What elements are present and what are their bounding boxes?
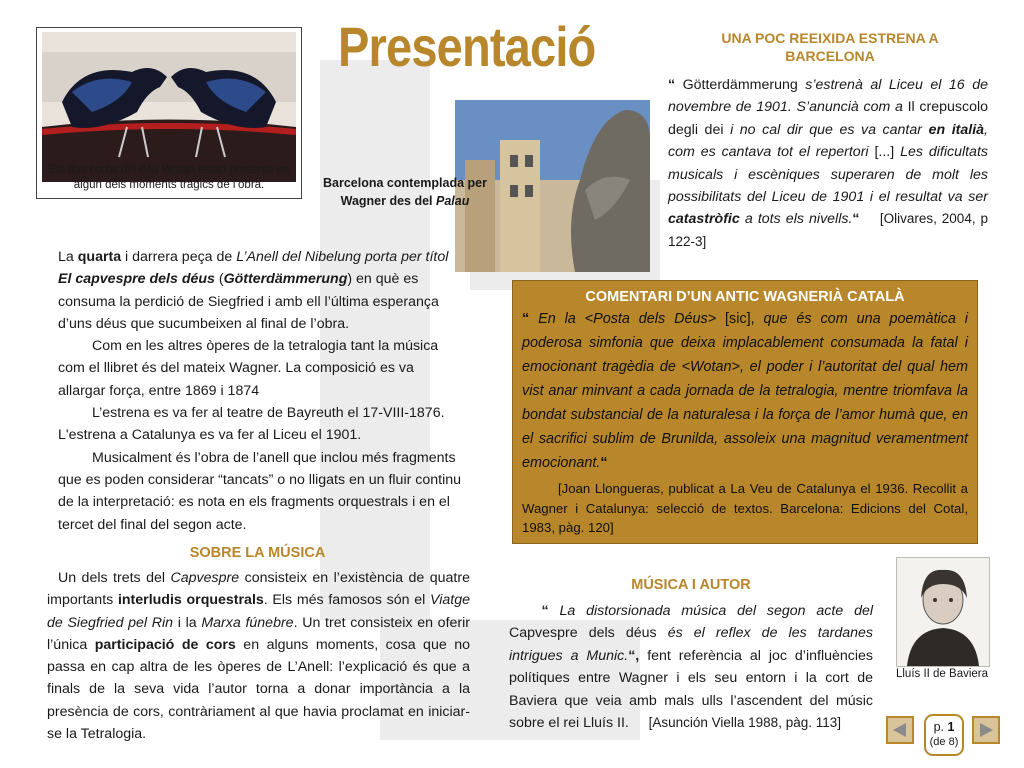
- comentari-box: [512, 280, 978, 544]
- text-span: consisteix en l’existència de quatre importants: [47, 570, 470, 609]
- intro-paragraph: L’estrena es va fer al teatre de Bayreuth el 17-VIII-1876. L'estrena a Catalunya es va fer al Liceu el 1901.: [58, 405, 445, 444]
- photo-caption-emphasis: Palau: [436, 194, 470, 208]
- text-span: (: [214, 271, 224, 288]
- text-span: . Un tret consisteix en oferir l’única: [47, 614, 470, 653]
- page-title: Presentació: [338, 15, 596, 78]
- text-span: Marxa fúnebre: [201, 614, 294, 631]
- photo-caption: [305, 174, 505, 210]
- crow-figure: [36, 27, 302, 199]
- text-span: quarta: [77, 249, 122, 265]
- arrow-right-icon: [977, 721, 995, 739]
- text-span: El capvespre dels déus: [58, 271, 215, 288]
- close-quote: “,: [628, 647, 640, 664]
- citation: [Asunción Viella 1988, pàg. 113]: [648, 715, 841, 731]
- text-span: . Els més famosos són el: [263, 592, 431, 609]
- page-navigation: [886, 714, 1002, 758]
- page-indicator: [924, 714, 964, 756]
- text-span: Capvespre: [170, 570, 240, 586]
- text-span: Capvespre dels déus: [509, 625, 668, 642]
- text-span: fent referència al joc d’influències polítiques entre Wagner i els seu entorn i la cort de Baviera que veia amb mals ulls l’ascendent del músic sobre el rei Lluís II.: [509, 647, 873, 732]
- text-span: i no cal dir que es va cantar: [730, 121, 929, 138]
- close-quote: “: [852, 211, 860, 228]
- text-span: [...]: [868, 144, 901, 161]
- text-span: que és com una poemàtica i poderosa simfonia que deixa implacablement consumada la fatal i emocionant tragèdia de <Wotan>, el poder i l’autoritat del qual hem vist anar minvant a cada jornada de la tetralogia, mentre triomfava la bondat substancial de la naturalesa i la força de l’amor humà que, en el sacrifici sublim de Brunilda, assoleix una magnitud veramentment emocionant.: [522, 311, 968, 471]
- text-span: participació de cors: [94, 636, 236, 653]
- next-page-button[interactable]: [972, 716, 1000, 744]
- text-span: Un dels trets del: [57, 570, 171, 586]
- text-span: La: [58, 249, 78, 265]
- section-autor-body: [509, 600, 873, 734]
- open-quote: “: [522, 311, 530, 327]
- comentari-citation: [Joan Llongueras, publicat a La Veu de Catalunya el 1936. Recollit a Wagner i Catalunya: selecció de textos. Barcelona: Edicions del Cotal, 1983, pàg. 120]: [522, 481, 968, 535]
- text-span: i darrera peça de: [121, 249, 237, 265]
- text-span: [sic],: [725, 311, 764, 327]
- section-musica-body: [47, 567, 470, 745]
- comentari-title: COMENTARI D’UN ANTIC WAGNERIÀ CATALÀ: [585, 289, 905, 305]
- text-span: En la <Posta dels Déus>: [529, 311, 725, 327]
- portrait-caption: Lluís II de Baviera: [895, 668, 989, 680]
- text-span: ) en què es consuma la perdició de Siegfried i amb ell l’última esperança d’uns déus que sucumbeixen al final de l’obra.: [58, 271, 439, 332]
- section-autor-title: MÚSICA I AUTOR: [631, 577, 751, 593]
- citation: [Olivares, 2004, p 122-3]: [668, 211, 988, 249]
- page-number: 1: [947, 720, 955, 734]
- photo-caption-text: Barcelona contemplada per Wagner des del: [323, 176, 487, 208]
- text-span: Götterdämmerung: [675, 77, 806, 93]
- text-span: en alguns moments, cosa que no passa en cap altra de les òperes de L’Anell: l’explicació és que a finals de la seva vida l’autor torna a donar importància a la presència de cors, contràriament al que havia proclamat en iniciar-se la Tetralogia.: [47, 636, 470, 743]
- arrow-left-icon: [891, 721, 909, 739]
- text-span: Viatge de Siegfried pel Rin: [47, 592, 470, 631]
- section-estrena-title: UNA POC REEIXIDA ESTRENA A BARCELONA: [721, 30, 939, 64]
- text-span: catastròfic: [668, 211, 740, 228]
- text-span: Götterdämmerung: [223, 271, 348, 288]
- text-span: , com es cantava tot el repertori: [668, 121, 988, 161]
- intro-text: [58, 246, 462, 536]
- section-estrena-body: [668, 74, 988, 253]
- text-span: Les dificultats musicals i escèniques superaren de molt les possibilitats del Liceu de 1901 i el resultat va ser: [668, 144, 988, 206]
- page-number-line: [926, 719, 962, 735]
- previous-page-button[interactable]: [886, 716, 914, 744]
- text-span: La distorsionada música del segon acte del: [548, 603, 874, 619]
- text-span: i la: [173, 614, 202, 631]
- open-quote: “: [668, 77, 676, 93]
- page-total: (de 8): [929, 736, 959, 748]
- text-span: en italià: [928, 121, 985, 138]
- intro-paragraph: Com en les altres òperes de la tetralogia tant la música com el llibret és del mateix Wagner. La composició es va allargar força, entre 1869 i 1874: [58, 338, 439, 399]
- open-quote: “: [541, 603, 549, 619]
- text-span: s’estrenà al Liceu el 16 de novembre de 1901. S’anuncià com a: [668, 77, 988, 116]
- comentari-quote: [522, 307, 968, 475]
- text-span: és el reflex de les tardanes intrigues a Munic.: [509, 625, 873, 664]
- crow-illustration: [42, 32, 296, 182]
- text-span: interludis orquestrals: [117, 592, 264, 609]
- intro-paragraph: [58, 246, 462, 335]
- close-quote: “: [600, 455, 608, 471]
- crow-caption: Els dos corbs del déu Wotan estan presents en algun dels moments tràgics de l’obra.: [48, 164, 290, 191]
- ludwig-portrait: [896, 557, 990, 667]
- text-span: a tots els nivells.: [739, 211, 853, 228]
- page-prefix: p.: [933, 720, 948, 734]
- text-span: L’Anell del Nibelung porta per títol: [236, 249, 449, 265]
- intro-paragraph: Musicalment és l’obra de l’anell que inclou més fragments que es poden considerar “tancats” o no lligats en un fluir continu de la interpretació: es nota en els fragments orquestrals i en el tercet del final del segon acte.: [58, 449, 462, 533]
- text-span: Il crepuscolo degli dei: [668, 99, 988, 138]
- section-musica-title: SOBRE LA MÚSICA: [189, 545, 326, 561]
